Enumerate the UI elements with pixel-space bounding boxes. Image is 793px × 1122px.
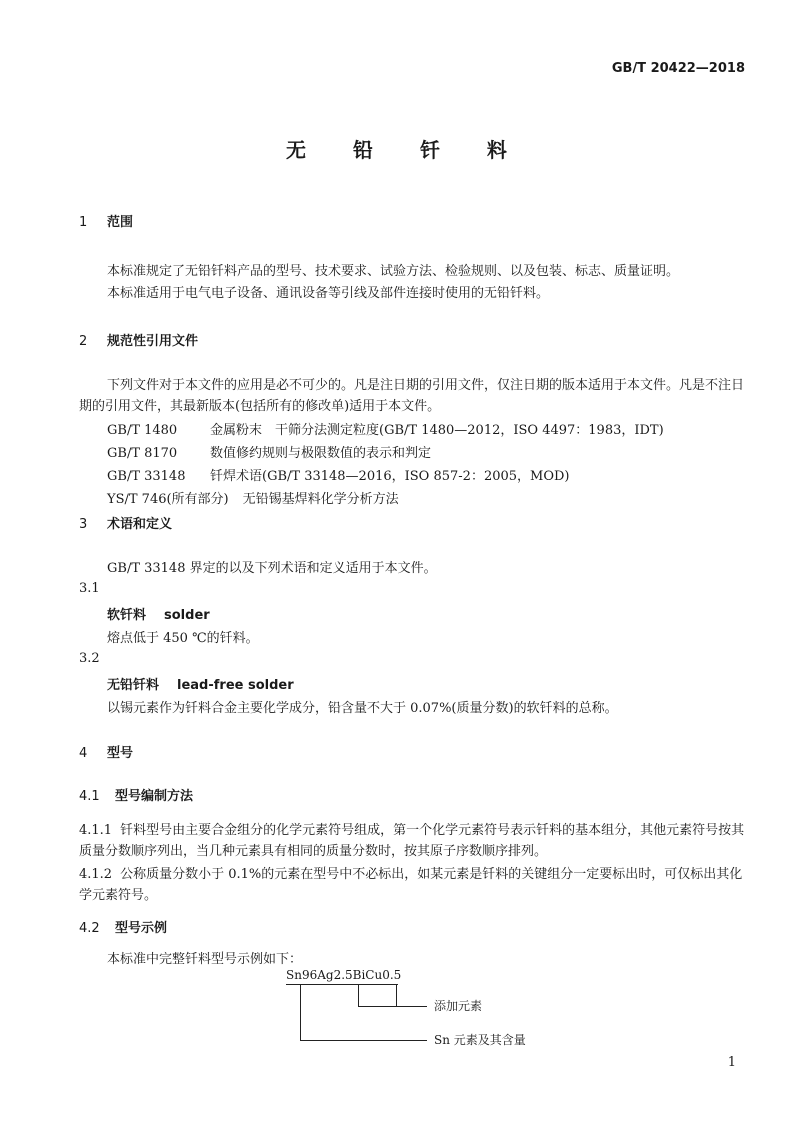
section-title: 规范性引用文件 (107, 334, 199, 349)
clause-number: 4.1.2 (79, 867, 113, 882)
term-definition: 熔点低于 450 ℃的钎料。 (107, 631, 259, 646)
reference-item (107, 442, 431, 461)
subsection-title: 型号编制方法 (115, 789, 194, 804)
clause-number: 4.1.1 (79, 823, 113, 838)
section-number: 4 (79, 746, 88, 761)
reference-title: 钎焊术语(GB/T 33148—2016，ISO 857-2：2005，MOD) (210, 469, 570, 484)
section-number: 2 (79, 334, 88, 349)
section-title: 型号 (107, 746, 134, 761)
paragraph: GB/T 33148 界定的以及下列术语和定义适用于本文件。 (107, 561, 437, 576)
section-1-heading (79, 211, 133, 230)
standard-number: GB/T 20422—2018 (611, 61, 745, 76)
subsection-number: 4.1 (79, 789, 100, 804)
reference-code: GB/T 33148 (107, 469, 186, 484)
section-number: 3 (79, 517, 88, 532)
clause-text: 钎料型号由主要合金组分的化学元素符号组成，第一个化学元素符号表示钎料的基本组分，其他元素符号按其质量分数顺序列出，当几种元素具有相同的质量分数时，按其原子序数顺序排列。 (79, 823, 745, 859)
term-number: 3.1 (79, 581, 100, 596)
subsection-number: 4.2 (79, 921, 100, 936)
section-title: 术语和定义 (107, 517, 173, 532)
clause-4-1-2 (79, 864, 747, 906)
page-number: 1 (727, 1055, 736, 1070)
bracket-additive-left (358, 984, 359, 1006)
reference-item (107, 465, 570, 484)
designation-diagram (286, 968, 546, 1058)
term-cn: 软钎料 (107, 608, 147, 623)
bracket-base-left (300, 984, 301, 1040)
leader-additive (358, 1006, 427, 1007)
section-number: 1 (79, 215, 88, 230)
term-number: 3.2 (79, 651, 100, 666)
paragraph: 本标准规定了无铅钎料产品的型号、技术要求、试验方法、检验规则、以及包装、标志、质量证明。 (107, 264, 680, 279)
paragraph: 下列文件对于本文件的应用是必不可少的。凡是注日期的引用文件，仅注日期的版本适用于本文件。凡是不注日期的引用文件，其最新版本(包括所有的修改单)适用于本文件。 (79, 378, 745, 414)
section-2-heading (79, 330, 198, 349)
leader-base (300, 1040, 427, 1041)
reference-code: GB/T 1480 (107, 423, 178, 438)
term-heading (107, 604, 210, 623)
reference-title: 数值修约规则与极限数值的表示和判定 (210, 446, 432, 461)
label-additive: 添加元素 (434, 999, 483, 1013)
section-3-heading (79, 513, 172, 532)
section-title: 范围 (107, 215, 134, 230)
term-definition: 以锡元素作为钎料合金主要化学成分，铅含量不大于 0.07%(质量分数)的软钎料的总称。 (107, 701, 618, 716)
clause-4-1-1 (79, 820, 747, 862)
term-cn: 无铅钎料 (107, 678, 160, 693)
paragraph: 本标准适用于电气电子设备、通讯设备等引线及部件连接时使用的无铅钎料。 (107, 286, 550, 301)
reference-code: GB/T 8170 (107, 446, 178, 461)
bracket-additive-right (396, 984, 397, 1006)
reference-item (107, 488, 399, 507)
section-4-heading (79, 742, 133, 761)
subsection-4-2-heading (79, 917, 167, 936)
subsection-4-1-heading (79, 785, 193, 804)
subsection-title: 型号示例 (115, 921, 168, 936)
label-base: Sn 元素及其含量 (434, 1033, 526, 1047)
paragraph: 本标准中完整钎料型号示例如下： (107, 952, 303, 967)
designation-code: Sn96Ag2.5BiCu0.5 (286, 968, 402, 982)
term-heading (107, 674, 294, 693)
clause-text: 公称质量分数小于 0.1%的元素在型号中不必标出，如某元素是钎料的关键组分一定要标出时，可仅标出其化学元素符号。 (79, 867, 743, 903)
document-title: 无 铅 钎 料 (286, 138, 527, 162)
reference-code: YS/T 746(所有部分) (107, 492, 229, 507)
reference-title: 金属粉末 干筛分法测定粒度(GB/T 1480—2012，ISO 4497：1983，IDT) (210, 423, 664, 438)
reference-title: 无铅锡基焊料化学分析方法 (242, 492, 399, 507)
underline-additive (358, 984, 397, 985)
term-en: lead-free solder (177, 678, 294, 693)
term-en: solder (164, 608, 210, 623)
reference-item (107, 419, 664, 438)
